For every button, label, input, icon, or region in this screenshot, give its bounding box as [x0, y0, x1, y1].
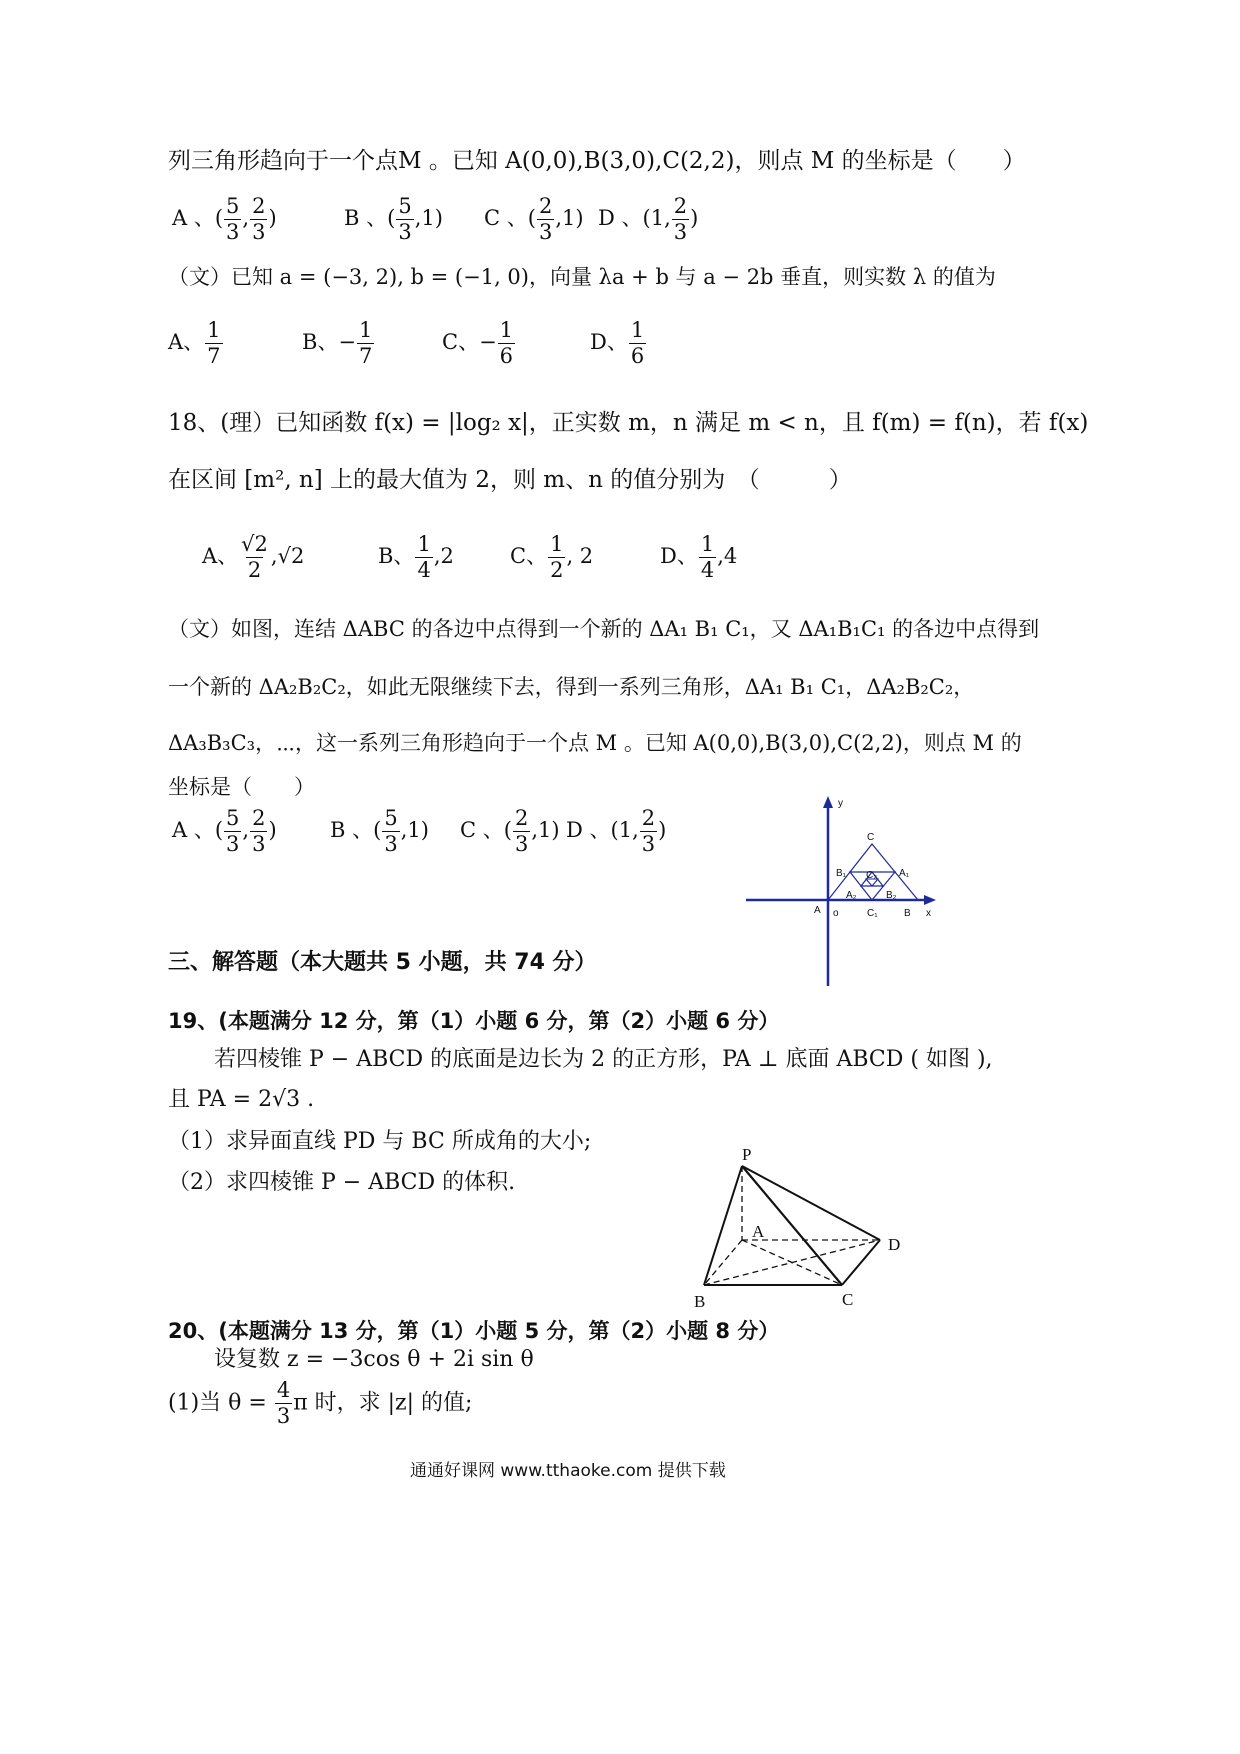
q18-wen-option-c: C 、( $\frac{2}{3}$ ,1): [460, 806, 560, 856]
label-p: P: [742, 1145, 752, 1164]
edge-ab: [704, 1240, 742, 1285]
label-a1: A₁: [899, 868, 910, 879]
q19-line-4: （2）求四棱锥 P − ABCD 的体积.: [168, 1170, 516, 1195]
q18-option-d: D、 $\frac{1}{4}$ ,4: [660, 532, 738, 582]
label-d: D: [888, 1235, 901, 1254]
label-b: B: [694, 1292, 706, 1311]
label-c2: C₂: [866, 870, 878, 881]
label-y: y: [838, 798, 843, 809]
q17-wen-option-c: C、− $\frac{1}{6}$: [442, 318, 514, 368]
figure-lines: [746, 796, 936, 986]
q18-option-a: A、 $\frac{√2}{2}$ ,√2: [202, 532, 305, 582]
label-o: o: [833, 908, 839, 919]
edge-cd: [842, 1240, 880, 1285]
q18-line-2: 在区间 [m², n] 上的最大值为 2，则 m、n 的值分别为 （ ）: [168, 467, 852, 493]
label-a: A: [814, 905, 821, 916]
label-b2: B₂: [886, 890, 897, 901]
q17-tail-option-a: A 、( $\frac{5}{3}$ , $\frac{2}{3}$ ): [172, 194, 277, 244]
q18-wen-line-4: 坐标是（ ）: [168, 775, 315, 799]
q19-line-3: （1）求异面直线 PD 与 BC 所成角的大小;: [168, 1129, 592, 1154]
arrow-x: [924, 895, 936, 905]
q18-wen-line-2: 一个新的 ΔA₂B₂C₂，如此无限继续下去，得到一系列三角形，ΔA₁ B₁ C₁，ΔA₂B₂C₂，: [168, 675, 975, 699]
label-a: A: [752, 1222, 765, 1241]
q19-header: 19、(本题满分 12 分，第（1）小题 6 分，第（2）小题 6 分）: [168, 1009, 780, 1033]
q17-tail-line: 列三角形趋向于一个点M 。已知 A(0,0),B(3,0),C(2,2)，则点 M 的坐标是（ ）: [168, 148, 1026, 174]
pyramid-figure: [690, 1140, 920, 1315]
q17-wen-option-b: B、− $\frac{1}{7}$: [302, 318, 373, 368]
q17-tail-option-b: B 、( $\frac{5}{3}$ ,1): [344, 194, 443, 244]
q17-wen-option-a: A、 $\frac{1}{7}$: [168, 318, 221, 368]
q17-wen-line: （文）已知 a = (−3, 2), b = (−1, 0)，向量 λa + b 与 a − 2b 垂直，则实数 λ 的值为: [168, 265, 996, 289]
nested-triangles-figure: [740, 792, 950, 990]
q17-wen-option-d: D、 $\frac{1}{6}$: [590, 318, 645, 368]
label-b: B: [904, 908, 911, 919]
q20-line-2: (1)当 θ = $\frac{4}{3}$ π 时，求 |z| 的值;: [168, 1378, 473, 1428]
q18-wen-option-b: B 、( $\frac{5}{3}$ ,1): [330, 806, 429, 856]
label-b1: B₁: [836, 868, 847, 879]
pyramid-edges: [704, 1166, 880, 1285]
label-c: C: [867, 832, 875, 843]
q19-line-2: 且 PA = 2√3 .: [168, 1087, 315, 1112]
q18-option-c: C、 $\frac{1}{2}$ , 2: [510, 532, 594, 582]
q18-wen-option-d: D 、(1, $\frac{2}{3}$ ): [566, 806, 667, 856]
edge-pb: [704, 1166, 742, 1285]
diag-bd: [704, 1240, 880, 1285]
arrow-y: [823, 796, 833, 808]
q18-wen-line-1: （文）如图，连结 ΔABC 的各边中点得到一个新的 ΔA₁ B₁ C₁，又 ΔA₁B₁C₁ 的各边中点得到: [168, 617, 1040, 641]
label-c1: C₁: [867, 908, 878, 919]
q18-wen-line-3: ΔA₃B₃C₃，⋯，这一系列三角形趋向于一个点 M 。已知 A(0,0),B(3,0),C(2,2)，则点 M 的: [168, 731, 1022, 755]
q19-line-1: 若四棱锥 P − ABCD 的底面是边长为 2 的正方形，PA ⊥ 底面 ABCD ( 如图 ),: [214, 1047, 993, 1072]
section-3-heading: 三、解答题（本大题共 5 小题，共 74 分）: [168, 950, 597, 975]
q17-tail-option-d: D 、(1, $\frac{2}{3}$ ): [598, 194, 699, 244]
q18-option-b: B、 $\frac{1}{4}$ ,2: [378, 532, 454, 582]
label-c: C: [842, 1290, 854, 1309]
q18-wen-option-a: A 、( $\frac{5}{3}$ , $\frac{2}{3}$ ): [172, 806, 277, 856]
q17-tail-option-c: C 、( $\frac{2}{3}$ ,1): [484, 194, 584, 244]
q20-line-1: 设复数 z = −3cos θ + 2i sin θ: [214, 1347, 534, 1372]
q18-line-1: 18、(理）已知函数 f(x) = |log₂ x|，正实数 m，n 满足 m < n，且 f(m) = f(n)，若 f(x): [168, 410, 1089, 436]
label-a2: A₂: [846, 890, 857, 901]
page-footer: 通通好课网 www.tthaoke.com 提供下载: [410, 1461, 726, 1481]
q20-header: 20、(本题满分 13 分，第（1）小题 5 分，第（2）小题 8 分）: [168, 1319, 780, 1343]
label-x: x: [926, 908, 931, 919]
